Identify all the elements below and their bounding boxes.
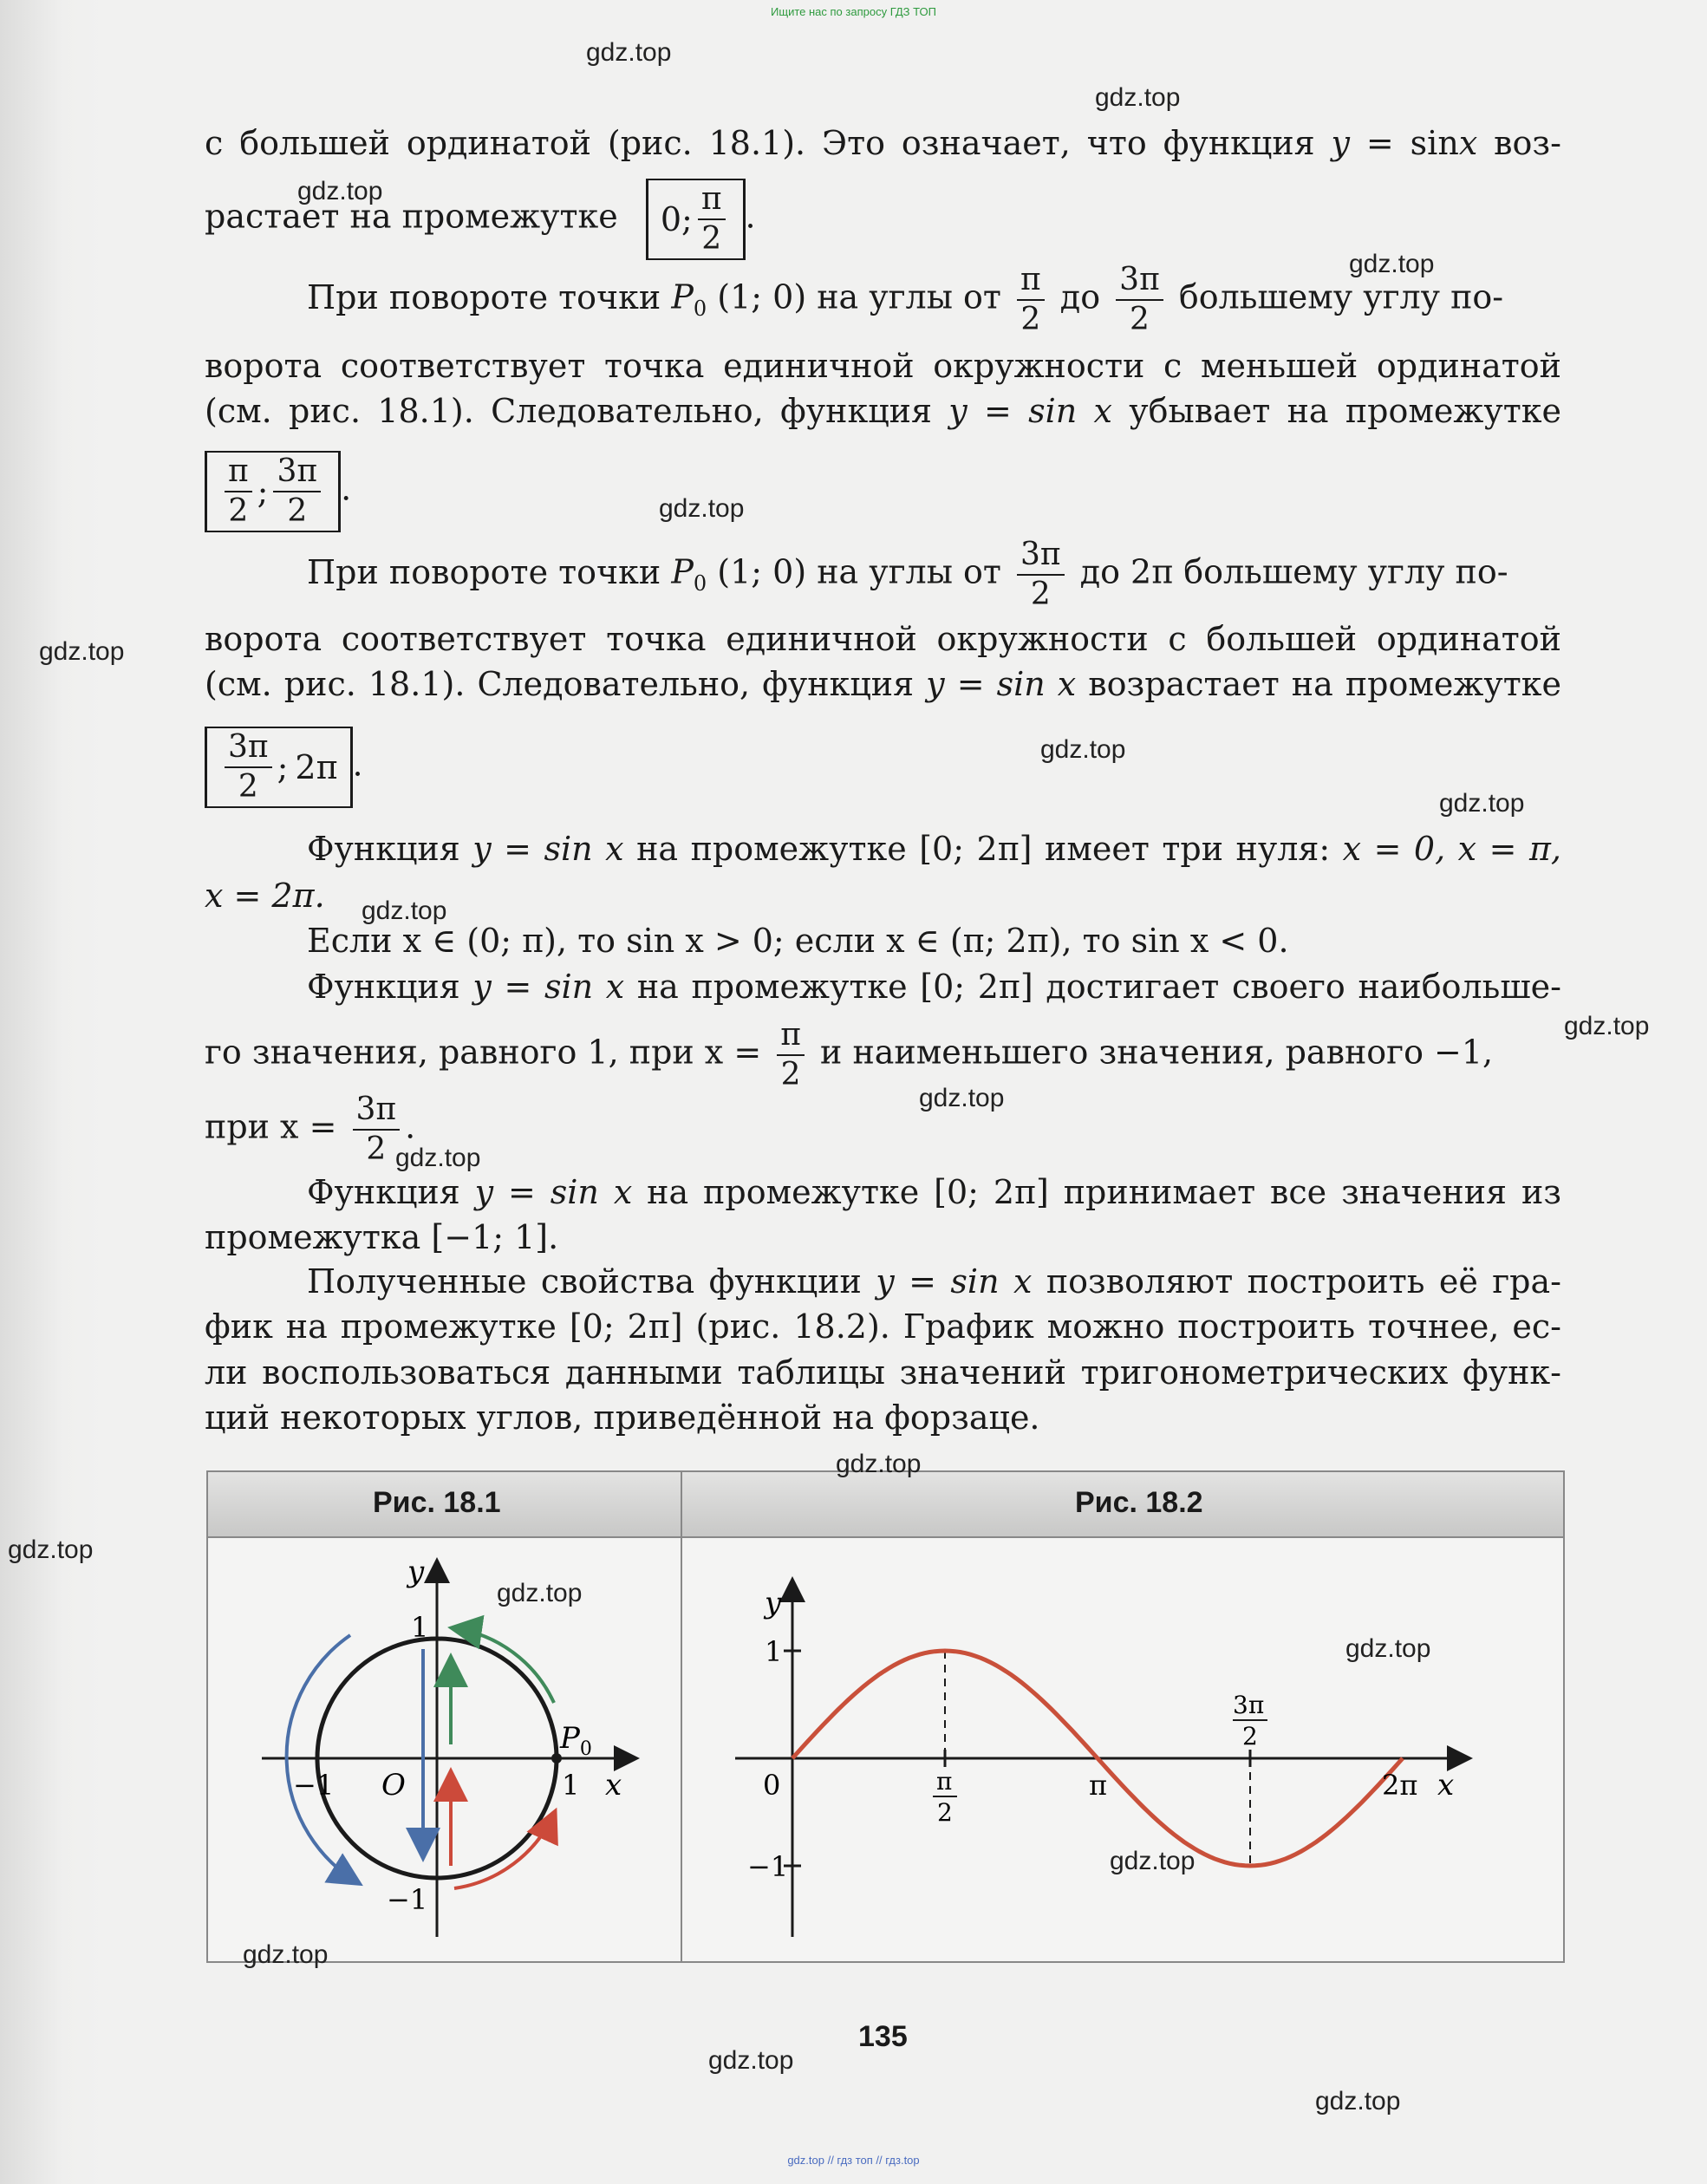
tick-minus-one-left: −1: [293, 1769, 335, 1802]
tick-label-three-pi-half-num: 3π: [1233, 1691, 1265, 1719]
watermark: gdz.top: [586, 38, 672, 67]
watermark: gdz.top: [1349, 250, 1435, 278]
text-line: фик на промежутке [0; 2π] (рис. 18.2). График можно построить точнее, ес-: [205, 1307, 1561, 1346]
text-line: ворота соответствует точка единичной окружности с меньшей ординатой: [205, 347, 1561, 385]
origin-label: O: [381, 1768, 406, 1803]
text-line: промежутка [−1; 1].: [205, 1218, 559, 1256]
watermark: gdz.top: [1040, 735, 1126, 764]
text-line: (см. рис. 18.1). Следовательно, функция y = sin x возрастает на промежутке: [205, 665, 1561, 703]
interval-bracket: 0; $\frac{\pi}{2}$: [646, 179, 746, 260]
watermark: gdz.top: [297, 177, 383, 205]
tick-label-one: 1: [765, 1635, 783, 1668]
watermark: gdz.top: [1564, 1012, 1650, 1040]
y-axis-label: y: [765, 1586, 782, 1620]
origin-label: 0: [763, 1769, 781, 1802]
text-line: ций некоторых углов, приведённой на форзаце.: [205, 1398, 1040, 1437]
text-line: с большей ординатой (рис. 18.1). Это означает, что функция y = sinx воз-: [205, 124, 1561, 162]
text-line: Функция y = sin x на промежутке [0; 2π] достигает своего наибольше-: [307, 968, 1561, 1006]
text-line: x = 2π.: [205, 877, 325, 915]
sine-graph-figure: [683, 1538, 1560, 1959]
watermark: gdz.top: [243, 1940, 329, 1969]
text-line: ворота соответствует точка единичной окружности с большей ординатой: [205, 620, 1561, 658]
page-number: 135: [858, 2020, 908, 2053]
text-line: $\frac{3\pi}{2}$ ; 2π .: [205, 727, 1561, 808]
point-label: $P_0$: [560, 1721, 592, 1760]
watermark: gdz.top: [1345, 1634, 1431, 1663]
text-line: $\frac{\pi}{2}$ ; $\frac{3\pi}{2}$ .: [205, 451, 1561, 532]
text-line: го значения, равного 1, при x = $\frac{\pi}{2}$ и наименьшего значения, равного −1,: [205, 1017, 1494, 1092]
tick-one-right: 1: [562, 1769, 580, 1802]
text-line: При повороте точки $P_0$ (1; 0) на углы от $\frac{\pi}{2}$ до $\frac{3\pi}{2}$ большему углу по-: [307, 262, 1504, 337]
fig2-title: Рис. 18.2: [1075, 1486, 1203, 1519]
tick-label-pi-half-den: 2: [937, 1798, 953, 1827]
x-axis-label: x: [1437, 1768, 1455, 1803]
text-line: растает на промежутке 0; $\frac{\pi}{2}$ .: [205, 179, 1561, 260]
watermark: gdz.top: [395, 1144, 481, 1172]
watermark: gdz.top: [497, 1579, 583, 1607]
text-line: Функция y = sin x на промежутке [0; 2π] имеет три нуля: x = 0, x = π,: [307, 830, 1561, 868]
tick-label-three-pi-half-den: 2: [1242, 1722, 1258, 1750]
watermark: gdz.top: [362, 896, 447, 925]
watermark: gdz.top: [8, 1535, 94, 1564]
arrow-arc-green: [454, 1628, 554, 1703]
interval-bracket: $\frac{3\pi}{2}$ ; 2π: [205, 727, 353, 808]
watermark: gdz.top: [708, 2046, 794, 2075]
watermark: gdz.top: [39, 637, 125, 666]
text-line: при x = $\frac{3\pi}{2}$ .: [205, 1092, 416, 1167]
interval-bracket: $\frac{\pi}{2}$ ; $\frac{3\pi}{2}$: [205, 451, 341, 532]
top-note: Ищите нас по запросу ГДЗ ТОП: [771, 5, 936, 18]
text-line: Функция y = sin x на промежутке [0; 2π] принимает все значения из: [307, 1173, 1561, 1211]
watermark: gdz.top: [836, 1450, 922, 1478]
watermark: gdz.top: [1095, 83, 1181, 112]
unit-circle-figure: [210, 1538, 678, 1959]
text-line: ли воспользоваться данными таблицы значений тригонометрических функ-: [205, 1353, 1561, 1392]
watermark: gdz.top: [659, 494, 745, 523]
figures-box: [206, 1470, 1565, 1963]
tick-label-pi-half-num: π: [936, 1767, 953, 1796]
tick-label-minus-one: −1: [747, 1850, 789, 1883]
page-gutter-shadow: [0, 0, 104, 2184]
fig1-title: Рис. 18.1: [373, 1486, 501, 1519]
tick-label-pi: π: [1089, 1769, 1108, 1802]
x-axis-label: x: [605, 1768, 622, 1803]
bottom-note: gdz.top // гдз топ // гдз.top: [787, 2154, 920, 2167]
tick-label-two-pi: 2π: [1382, 1769, 1418, 1802]
text-line: (см. рис. 18.1). Следовательно, функция y = sin x убывает на промежутке: [205, 392, 1561, 430]
arrow-arc-red: [454, 1814, 554, 1888]
tick-one-top: 1: [411, 1611, 429, 1644]
watermark: gdz.top: [1315, 2087, 1401, 2116]
figures-divider: [681, 1472, 682, 1961]
text-line: Полученные свойства функции y = sin x позволяют построить её гра-: [307, 1262, 1561, 1301]
tick-minus-one-bottom: −1: [387, 1883, 428, 1916]
watermark: gdz.top: [919, 1084, 1005, 1112]
watermark: gdz.top: [1110, 1847, 1196, 1875]
text-line: При повороте точки $P_0$ (1; 0) на углы от $\frac{3\pi}{2}$ до 2π большему углу по-: [307, 537, 1508, 612]
text-line: Если x ∈ (0; π), то sin x > 0; если x ∈ (π; 2π), то sin x < 0.: [307, 922, 1289, 960]
y-axis-label: y: [407, 1555, 425, 1589]
watermark: gdz.top: [1439, 789, 1525, 818]
